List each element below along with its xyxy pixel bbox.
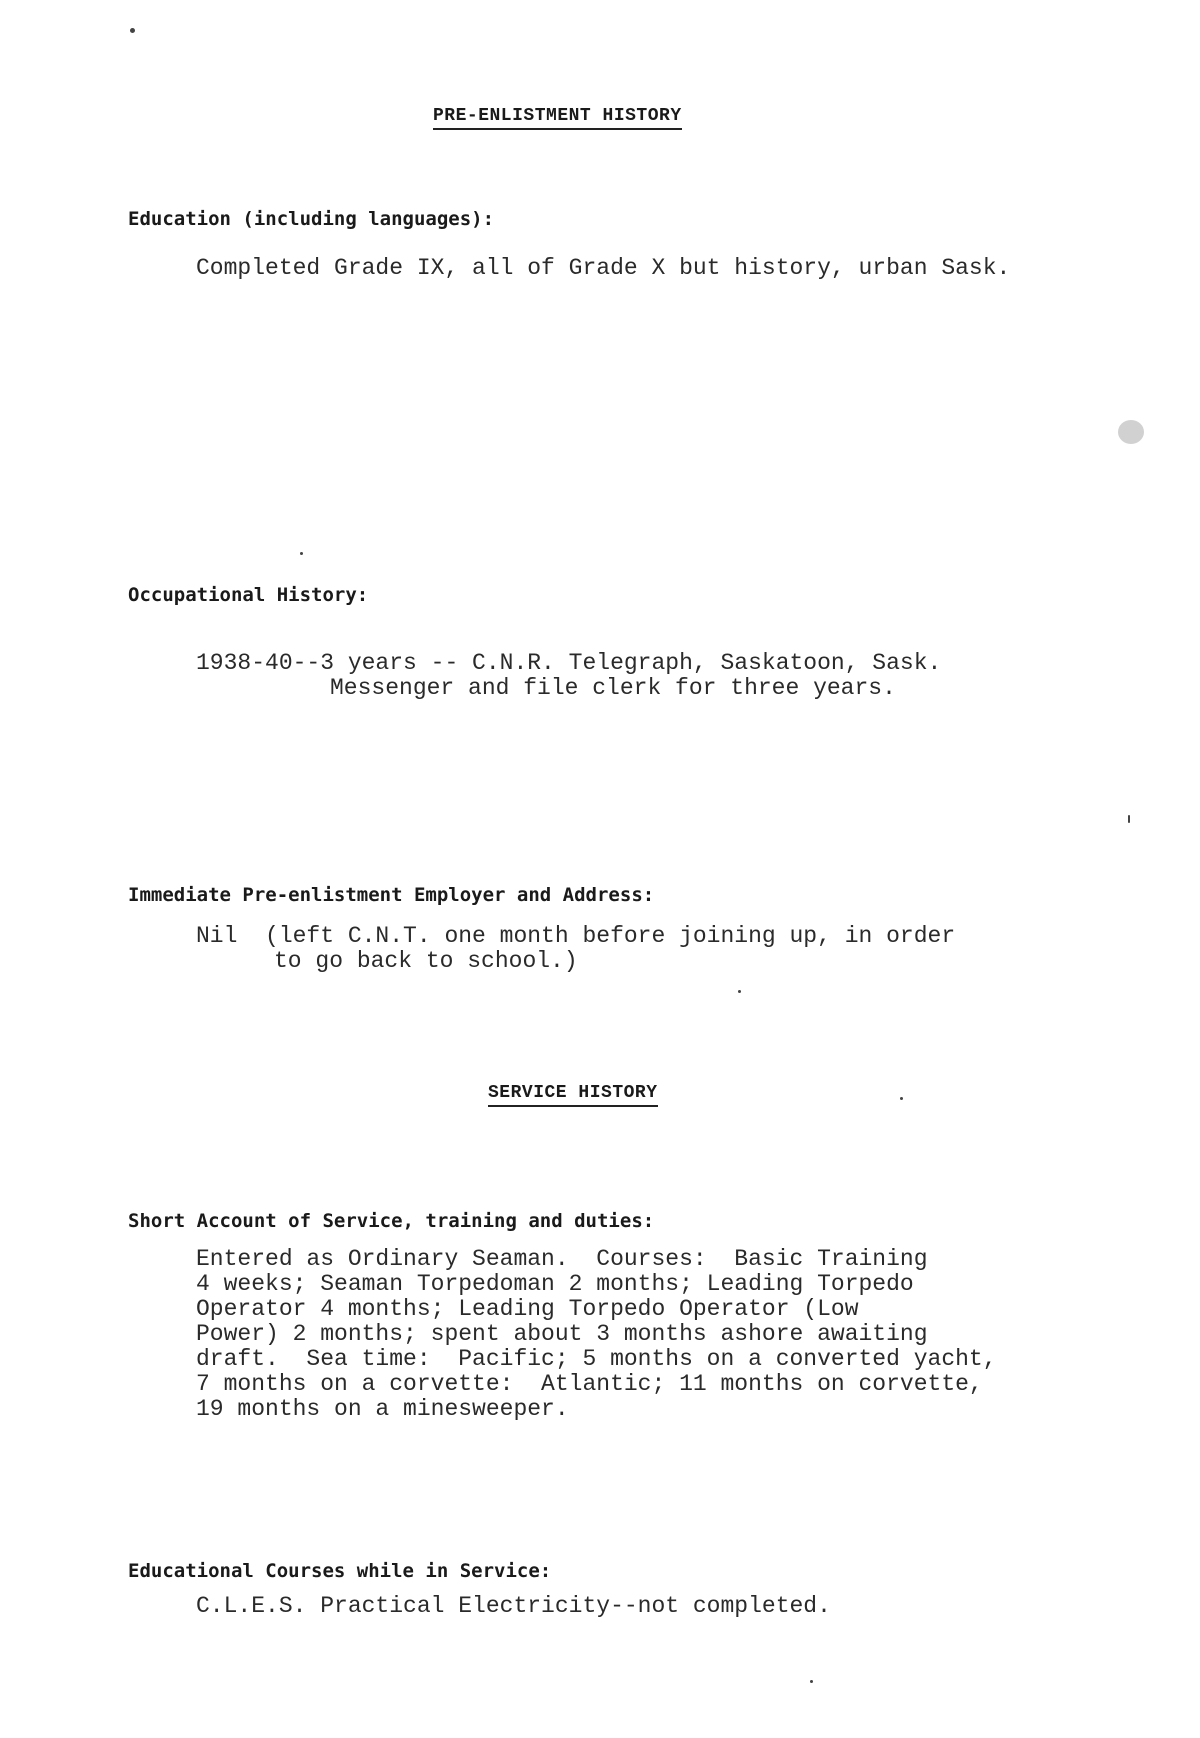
occupational-label: Occupational History: — [128, 584, 369, 606]
service-account-line: draft. Sea time: Pacific; 5 months on a converted yacht, — [196, 1346, 997, 1372]
scan-speck — [738, 990, 741, 993]
education-text: Completed Grade IX, all of Grade X but history, urban Sask. — [196, 255, 1011, 281]
scan-smudge — [1118, 420, 1144, 444]
scan-speck — [810, 1680, 813, 1683]
employer-label: Immediate Pre-enlistment Employer and Address: — [128, 884, 655, 906]
service-heading: SERVICE HISTORY — [488, 1083, 658, 1107]
service-account-line: Operator 4 months; Leading Torpedo Operator (Low — [196, 1296, 859, 1322]
occupational-line-1: 1938-40--3 years -- C.N.R. Telegraph, Saskatoon, Sask. — [196, 650, 942, 676]
service-account-line: Power) 2 months; spent about 3 months ashore awaiting — [196, 1321, 928, 1347]
pre-enlistment-heading: PRE-ENLISTMENT HISTORY — [433, 106, 682, 130]
education-label: Education (including languages): — [128, 208, 495, 230]
scan-speck — [900, 1097, 903, 1100]
service-account-line: 19 months on a minesweeper. — [196, 1396, 569, 1422]
employer-line-1: Nil (left C.N.T. one month before joining up, in order — [196, 923, 956, 949]
educational-courses-text: C.L.E.S. Practical Electricity--not completed. — [196, 1593, 831, 1619]
service-account-line: 7 months on a corvette: Atlantic; 11 months on corvette, — [196, 1371, 983, 1397]
scan-speck — [1128, 815, 1130, 823]
educational-courses-label: Educational Courses while in Service: — [128, 1560, 552, 1582]
service-account-line: 4 weeks; Seaman Torpedoman 2 months; Leading Torpedo — [196, 1271, 914, 1297]
scan-speck — [300, 552, 303, 555]
occupational-line-2: Messenger and file clerk for three years. — [330, 675, 896, 701]
service-account-line: Entered as Ordinary Seaman. Courses: Basic Training — [196, 1246, 928, 1272]
employer-line-2: to go back to school.) — [274, 948, 578, 974]
service-account-label: Short Account of Service, training and duties: — [128, 1210, 655, 1232]
scan-speck — [130, 28, 135, 33]
